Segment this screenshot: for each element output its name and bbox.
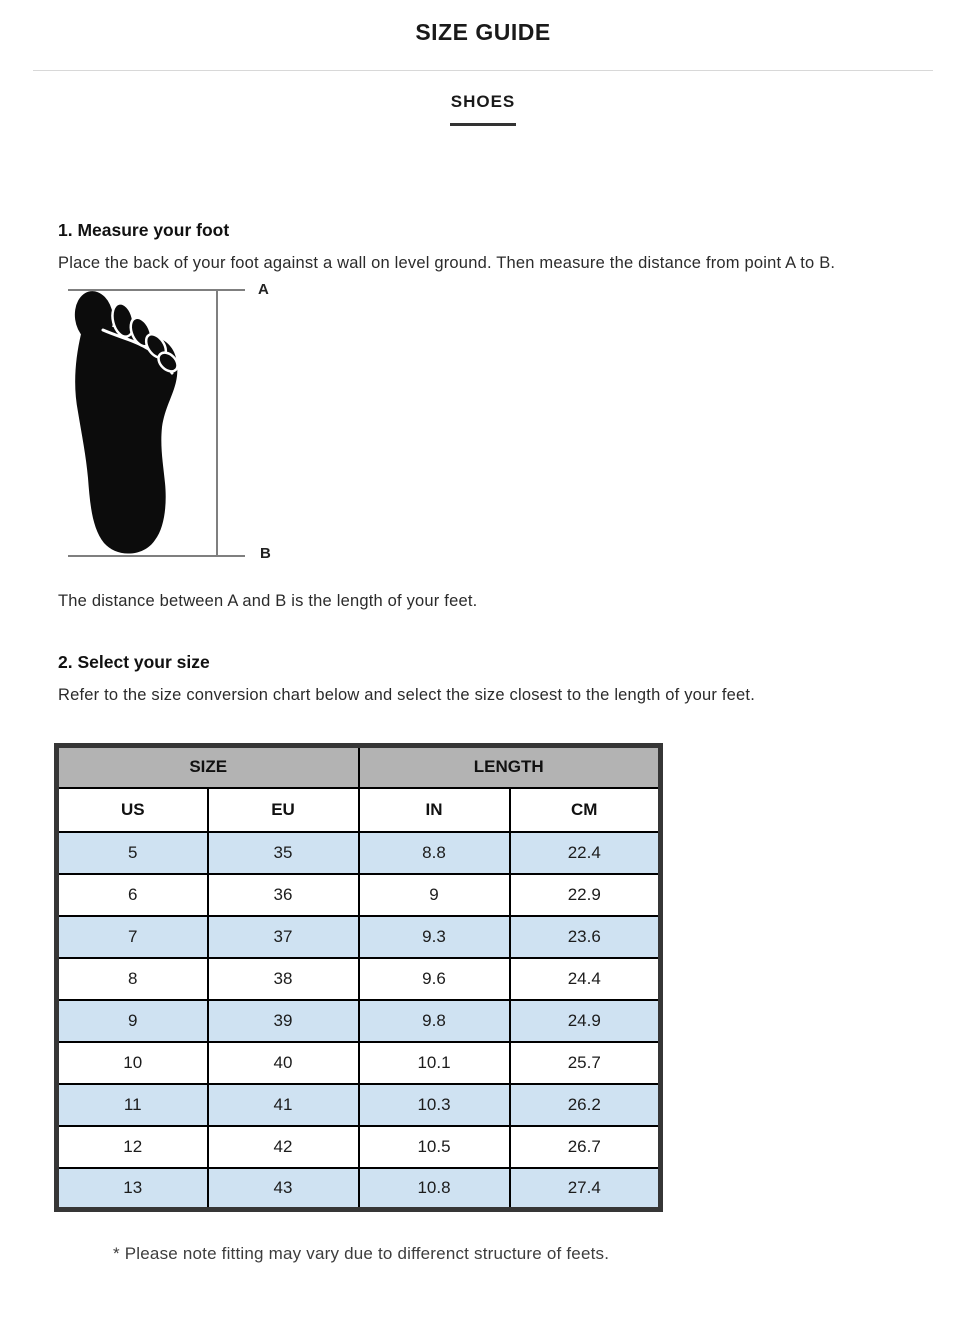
table-cell: 9 [57, 1000, 208, 1042]
step2-description: Refer to the size conversion chart below and select the size closest to the length of your feet. [58, 686, 755, 704]
table-cell: 40 [208, 1042, 359, 1084]
table-cell: 37 [208, 916, 359, 958]
table-cell: 35 [208, 832, 359, 874]
step1-heading: 1. Measure your foot [58, 220, 230, 240]
table-cell: 43 [208, 1168, 359, 1210]
table-cell: 24.9 [510, 1000, 661, 1042]
table-cell: 27.4 [510, 1168, 661, 1210]
foot-measurement-diagram [68, 281, 348, 562]
table-cell: 5 [57, 832, 208, 874]
table-cell: 13 [57, 1168, 208, 1210]
table-cell: 8 [57, 958, 208, 1000]
group-header-length: LENGTH [359, 746, 661, 788]
page-header [0, 0, 966, 46]
table-cell: 7 [57, 916, 208, 958]
table-row [57, 1168, 661, 1210]
column-header-us: US [57, 788, 208, 832]
size-conversion-table [54, 743, 663, 1212]
table-cell: 26.2 [510, 1084, 661, 1126]
table-cell: 39 [208, 1000, 359, 1042]
table-column-header-row [57, 788, 661, 832]
table-cell: 22.9 [510, 874, 661, 916]
table-cell: 9.3 [359, 916, 510, 958]
table-cell: 11 [57, 1084, 208, 1126]
size-table-body [57, 832, 661, 1210]
step1-caption: The distance between A and B is the length of your feet. [58, 592, 478, 610]
table-cell: 38 [208, 958, 359, 1000]
table-row [57, 832, 661, 874]
table-cell: 10.8 [359, 1168, 510, 1210]
table-row [57, 1042, 661, 1084]
table-row [57, 916, 661, 958]
page-title: SIZE GUIDE [415, 19, 551, 45]
column-header-cm: CM [510, 788, 661, 832]
table-row [57, 1126, 661, 1168]
table-cell: 9 [359, 874, 510, 916]
table-cell: 6 [57, 874, 208, 916]
table-group-header-row [57, 746, 661, 788]
foot-silhouette-icon [70, 290, 192, 558]
category-underline [450, 123, 516, 126]
category-heading-wrap [0, 92, 966, 126]
table-cell: 9.6 [359, 958, 510, 1000]
step1-description: Place the back of your foot against a wall on level ground. Then measure the distance from point A to B. [58, 254, 836, 272]
table-cell: 12 [57, 1126, 208, 1168]
step2-heading: 2. Select your size [58, 652, 210, 672]
point-a-label: A [258, 281, 269, 298]
table-cell: 36 [208, 874, 359, 916]
group-header-size: SIZE [57, 746, 359, 788]
table-cell: 8.8 [359, 832, 510, 874]
table-cell: 41 [208, 1084, 359, 1126]
table-row [57, 1084, 661, 1126]
table-cell: 42 [208, 1126, 359, 1168]
measure-line-vertical [216, 289, 218, 557]
point-b-label: B [260, 545, 271, 562]
table-cell: 22.4 [510, 832, 661, 874]
header-divider [33, 70, 933, 71]
table-cell: 26.7 [510, 1126, 661, 1168]
table-cell: 23.6 [510, 916, 661, 958]
table-cell: 9.8 [359, 1000, 510, 1042]
fit-disclaimer: * Please note fitting may vary due to differenct structure of feets. [113, 1244, 610, 1263]
table-cell: 10.1 [359, 1042, 510, 1084]
column-header-eu: EU [208, 788, 359, 832]
table-row [57, 874, 661, 916]
table-cell: 25.7 [510, 1042, 661, 1084]
table-row [57, 958, 661, 1000]
table-cell: 10.5 [359, 1126, 510, 1168]
table-cell: 10.3 [359, 1084, 510, 1126]
table-cell: 24.4 [510, 958, 661, 1000]
size-table-head [57, 746, 661, 832]
category-heading: SHOES [450, 92, 516, 111]
table-cell: 10 [57, 1042, 208, 1084]
main-content [0, 220, 966, 1264]
table-row [57, 1000, 661, 1042]
column-header-in: IN [359, 788, 510, 832]
